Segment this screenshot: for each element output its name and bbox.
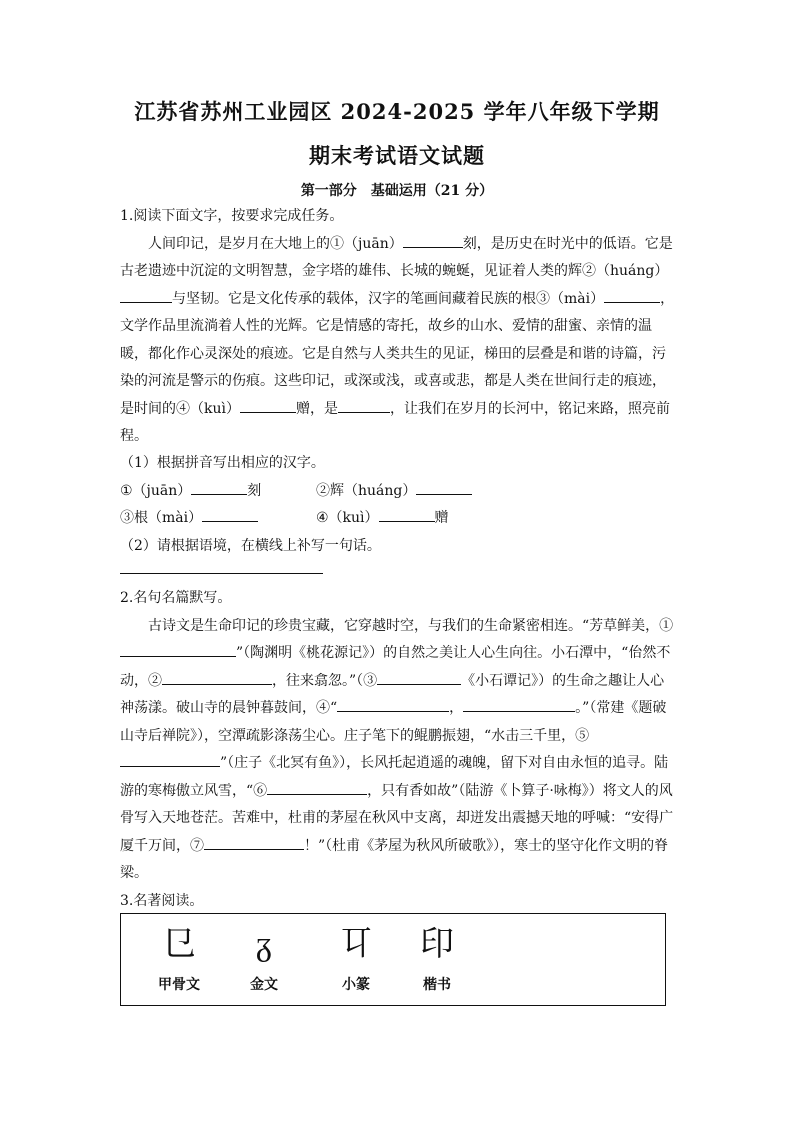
answer-blank-1[interactable] [403, 231, 463, 248]
passage-text: 与坚韧。它是文化传承的载体，汉字的笔画间藏着民族的根③（mài） [172, 290, 605, 307]
sentence-answer-line[interactable] [120, 573, 323, 574]
passage-text: ！”（杜甫《茅屋为秋风所破歌》），寒士的坚守化作文明的脊梁。 [120, 837, 669, 881]
passage-text: ，只有香如故”（陆游《卜算子·咏梅》）将文人的风骨写入天地苍茫。苦难中，杜甫的茅屋在秋风中支离，却迸发出震撼天地的呼喊：“安得广厦千万间，⑦ [120, 782, 674, 854]
q1-sub1: （1）根据拼音写出相应的汉字。 [120, 455, 325, 471]
script-evolution-figure [120, 913, 666, 1006]
recite-blank-3[interactable] [377, 668, 461, 685]
regular-script-glyph: 印 [420, 924, 454, 964]
passage-text: 赠，是 [295, 400, 338, 417]
recite-blank-7[interactable] [204, 833, 304, 850]
answer-blank-sentence[interactable] [338, 396, 390, 413]
q1-sub2: （2）请根据语境，在横线上补写一句话。 [120, 537, 381, 554]
passage-text: 人间印记，是岁月在大地上的①（juān） [148, 235, 403, 252]
pinyin-item-4-suffix: 赠 [434, 510, 449, 526]
passage-text: ”（陶渊明《桃花源记》）的自然之美让人心生向往。小石潭中，“佁然不动，② [120, 645, 671, 689]
pinyin-blank-4[interactable] [379, 505, 435, 522]
answer-blank-4[interactable] [240, 396, 296, 413]
recite-blank-5[interactable] [120, 750, 220, 767]
passage-text: ，文学作品里流淌着人性的光辉。它是情感的寄托，故乡的山水、爱情的甜蜜、亲情的温暖，都化作心灵深处的痕迹。它是自然与人类共生的见证，梯田的层叠是和谐的诗篇，污染的河流是警示的伤痕。这些印记，或深或浅，或喜或悲，都是人类在世间行走的痕迹，是时间的④（kuì） [120, 290, 675, 417]
passage-text: ，往来翕忽。”（③ [272, 672, 378, 689]
answer-blank-2[interactable] [120, 286, 172, 303]
pinyin-item-2: ②辉（huáng） [316, 482, 417, 499]
pinyin-item-1: ①（juān） [120, 482, 192, 499]
recite-blank-6[interactable] [267, 778, 367, 795]
pinyin-item-1-suffix: 刻 [247, 482, 262, 499]
q2-heading: 2.名句名篇默写。 [120, 590, 232, 606]
passage-text: 古诗文是生命印记的珍贵宝藏，它穿越时空，与我们的生命紧密相连。“芳草鲜美，① [148, 617, 674, 634]
passage-text: 刻，是历史在时光中的低语。它是古老遗迹中沉淀的文明智慧，金字塔的雄伟、长城的蜿蜒，见证着人类的辉②（huáng） [120, 235, 673, 279]
bronze-script-label: 金文 [250, 977, 278, 993]
small-seal-label: 小篆 [342, 977, 370, 993]
pinyin-blank-3[interactable] [202, 505, 258, 522]
pinyin-item-4: ④（kuì） [316, 510, 379, 526]
pinyin-item-3: ③根（mài） [120, 510, 203, 526]
oracle-bone-glyph: 㔾 [162, 924, 196, 964]
q3-heading: 3.名著阅读。 [120, 892, 204, 909]
passage-text: 《小石谭记》）的生命之趣让人心神荡漾。破山寺的晨钟暮鼓间，④“ [120, 672, 665, 716]
q1-passage [120, 231, 676, 451]
bronze-script-glyph: ᵹ [255, 924, 273, 964]
passage-text: ， [449, 700, 464, 716]
pinyin-blank-1[interactable] [191, 478, 247, 495]
recite-blank-4a[interactable] [337, 695, 449, 712]
q1-subquestions [120, 450, 676, 560]
q1-heading: 1.阅读下面文字，按要求完成任务。 [120, 208, 344, 224]
pinyin-row-2 [120, 505, 676, 533]
passage-text: ”（庄子《北冥有鱼》），长风托起逍遥的魂魄，留下对自由永恒的追寻。陆游的寒梅傲立风雪，“⑥ [120, 755, 669, 799]
small-seal-glyph: 㔿 [339, 924, 373, 964]
recite-blank-2[interactable] [162, 668, 272, 685]
document-subtitle: 期末考试语文试题 [309, 143, 485, 168]
q2-passage [120, 613, 676, 888]
passage-text: ，让我们在岁月的长河中，铭记来路，照亮前程。 [120, 400, 670, 444]
question-2 [120, 585, 676, 915]
question-1 [120, 203, 676, 451]
document-title: 江苏省苏州工业园区 2024-2025 学年八年级下学期 [134, 99, 660, 124]
section-heading: 第一部分 基础运用（21 分） [300, 183, 494, 199]
regular-script-label: 楷书 [423, 977, 451, 993]
oracle-bone-label: 甲骨文 [158, 977, 200, 993]
recite-blank-4b[interactable] [463, 695, 575, 712]
recite-blank-1[interactable] [120, 640, 236, 657]
pinyin-blank-2[interactable] [416, 478, 472, 495]
answer-blank-3[interactable] [604, 286, 660, 303]
pinyin-row-1 [120, 478, 676, 506]
passage-text: 。”（常建《题破山寺后禅院》），空潭疏影涤荡尘心。庄子笔下的鲲鹏振翅，“水击三千里，⑤ [120, 700, 667, 744]
